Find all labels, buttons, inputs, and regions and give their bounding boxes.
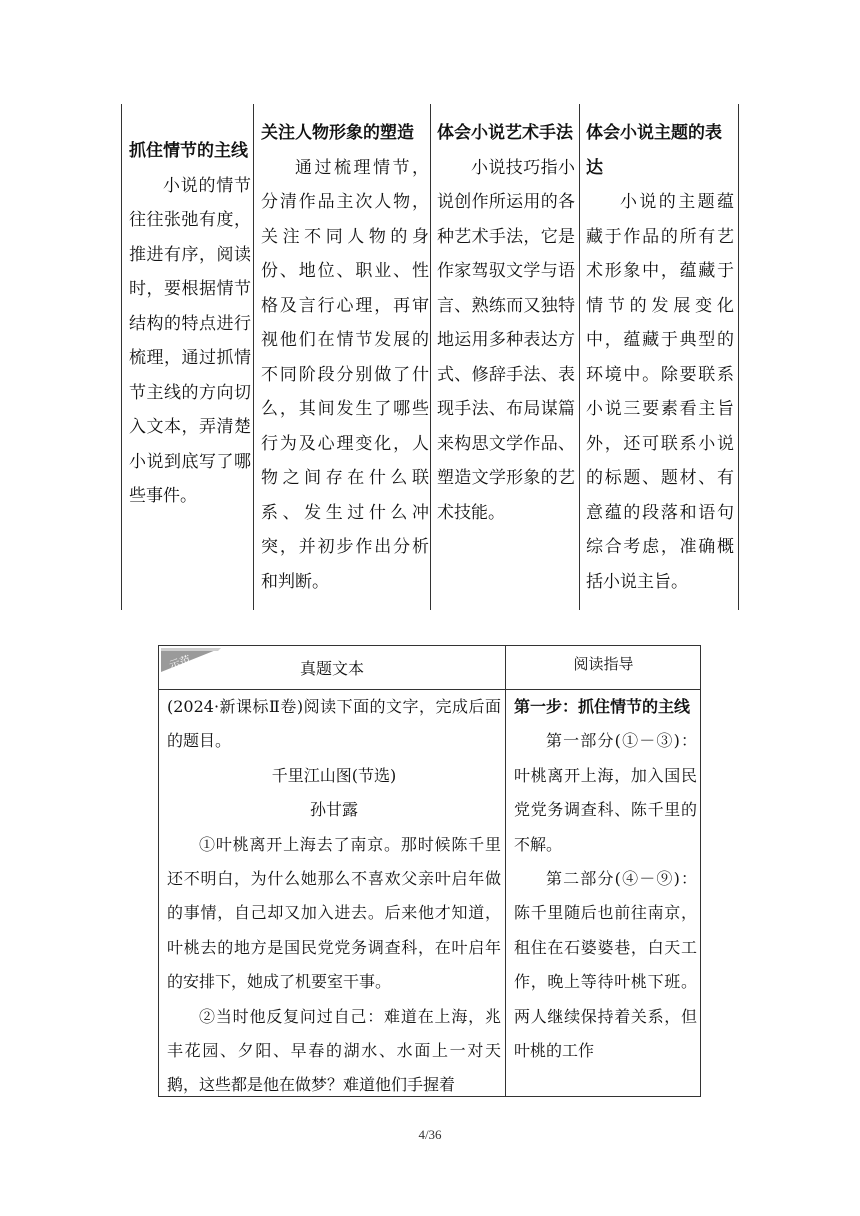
- passage-paragraph: ①叶桃离开上海去了南京。那时候陈千里还不明白，为什么她那么不喜欢父亲叶启年做的事情，自己却又加入进去。后来他才知道，叶桃去的地方是国民党党务调查科，在叶启年的安排下，她成了机要室干事。: [167, 834, 501, 992]
- guide-step: 第一步：抓住情节的主线: [514, 697, 691, 716]
- header-source-text: 真题文本: [299, 659, 364, 678]
- column-body: 小说的主题蕴藏于作品的所有艺术形象中，蕴藏于情节的发展变化中，蕴藏于典型的环境中。除要联系小说三要素看主旨外，还可联系小说的标题、题材、有意蕴的段落和语句综合考虑，准确概括小说主旨。: [586, 192, 734, 592]
- column-theme: [586, 116, 734, 599]
- column-character: [261, 116, 429, 599]
- source-text-cell: [167, 690, 501, 1103]
- passage-title: 千里江山图(节选): [271, 765, 397, 785]
- guide-part: 第二部分(④－⑨)：陈千里随后也前往南京，租住在石婆婆巷，白天工作，晚上等待叶桃下班。两人继续保持着关系，但叶桃的工作: [514, 869, 697, 1061]
- column-heading: 关注人物形象的塑造: [261, 123, 414, 143]
- badge-label: 示范: [167, 653, 193, 673]
- column-plot: [129, 134, 251, 514]
- passage-author: 孙甘露: [309, 800, 358, 820]
- exam-intro: (2024·新课标Ⅱ卷)阅读下面的文字，完成后面的题目。: [167, 697, 501, 751]
- column-technique: [437, 116, 575, 530]
- passage-paragraph: ②当时他反复问过自己：难道在上海，兆丰花园、夕阳、早春的湖水、水面上一对天鹅，这些都是他在做梦？难道他们手握着: [167, 1006, 501, 1095]
- column-divider: [579, 104, 580, 610]
- column-divider: [253, 104, 254, 610]
- column-body: 通过梳理情节，分清作品主次人物，关注不同人物的身份、地位、职业、性格及言行心理，再审视他们在情节发展的不同阶段分别做了什么，其间发生了哪些行为及心理变化，人物之间存在什么联系、发生过什么冲突，并初步作出分析和判断。: [261, 157, 429, 592]
- reading-guide-cell: [514, 690, 697, 1068]
- column-heading: 体会小说艺术手法: [437, 123, 573, 143]
- header-reading-guide: 阅读指导: [573, 655, 634, 673]
- column-divider: [121, 104, 122, 610]
- column-heading: 抓住情节的主线: [129, 141, 248, 161]
- column-divider: [738, 104, 739, 610]
- example-table: [158, 645, 701, 1097]
- table-column-divider: [505, 646, 506, 1096]
- guide-part: 第一部分(①－③)：叶桃离开上海，加入国民党党务调查科、陈千里的不解。: [514, 731, 697, 854]
- column-body: 小说的情节往往张弛有度，推进有序，阅读时，要根据情节结构的特点进行梳理，通过抓情节主线的方向切入文本，弄清楚小说到底写了哪些事件。: [129, 175, 251, 506]
- page-number: 4/36: [418, 1127, 442, 1142]
- column-heading: 体会小说主题的表达: [586, 123, 722, 178]
- reading-method-columns: [121, 104, 739, 610]
- column-divider: [430, 104, 431, 610]
- column-body: 小说技巧指小说创作所运用的各种艺术手法，它是作家驾驭文学与语言、熟练而又独特地运用多种表达方式、修辞手法、表现手法、布局谋篇来构思文学作品、塑造文学形象的艺术技能。: [437, 157, 575, 523]
